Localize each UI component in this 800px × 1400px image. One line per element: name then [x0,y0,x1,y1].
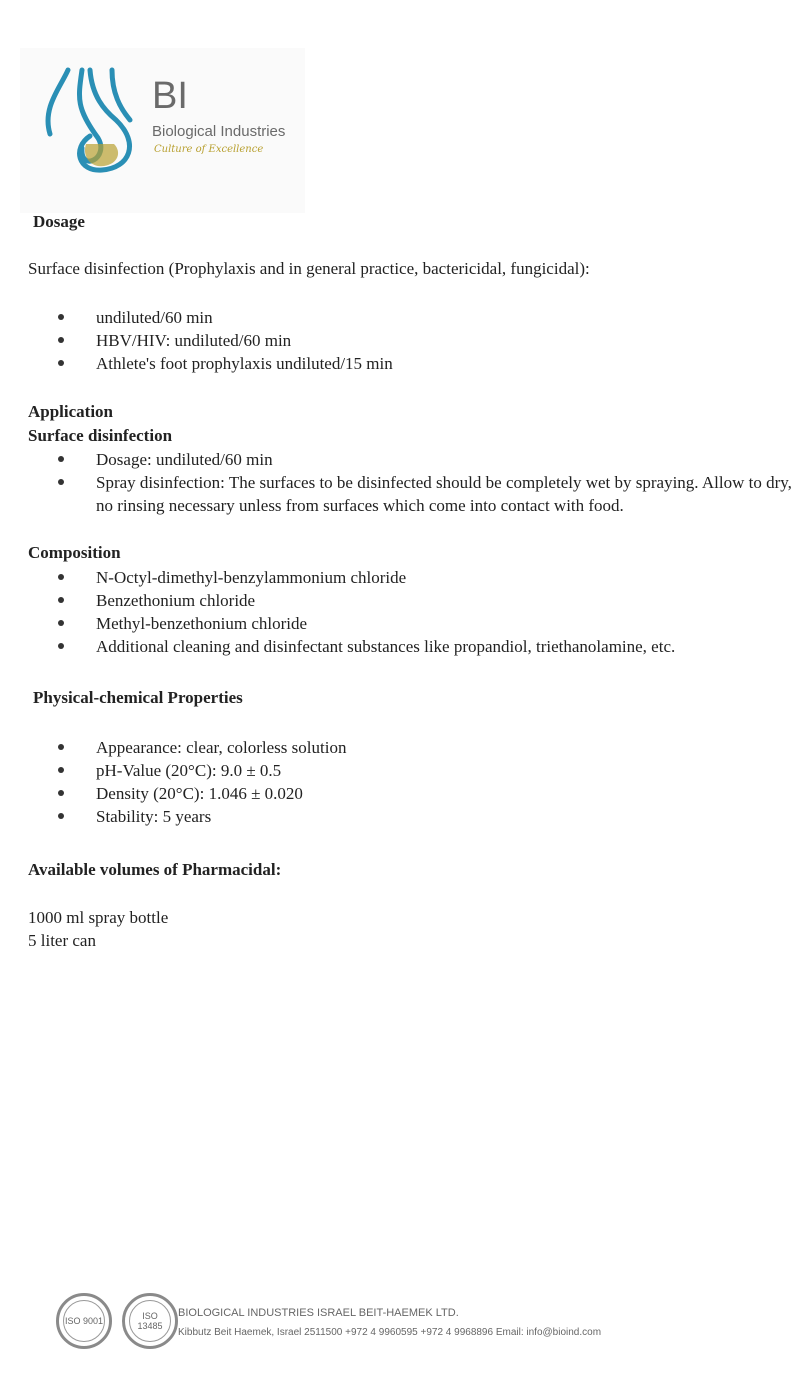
bullet-icon [58,643,64,649]
volume-line: 1000 ml spray bottle [28,908,169,927]
bullet-icon [58,574,64,580]
application-subtitle: Surface disinfection [28,426,173,445]
dosage-list [58,306,393,375]
logo-tagline-text: Culture of Excellence [154,144,264,155]
list-item: Spray disinfection: The surfaces to be disinfected should be completely wet by spraying. Allow to dry, no rinsing necessary unless from surfaces which come into contact with food. [58,471,796,517]
bullet-icon [58,314,64,320]
list-item: HBV/HIV: undiluted/60 min [58,329,393,352]
bullet-icon [58,620,64,626]
company-logo [20,48,305,213]
bullet-icon [58,456,64,462]
volumes-title: Available volumes of Pharmacidal: [28,860,282,879]
list-item: Athlete's foot prophylaxis undiluted/15 min [58,352,393,375]
dosage-title: Dosage [33,212,85,231]
page-footer [48,1285,800,1365]
dosage-intro: Surface disinfection (Prophylaxis and in general practice, bactericidal, fungicidal): [28,259,590,278]
composition-list [58,566,675,658]
bullet-icon [58,790,64,796]
list-item: Appearance: clear, colorless solution [58,736,346,759]
list-item: Additional cleaning and disinfectant substances like propandiol, triethanolamine, etc. [58,635,675,658]
bullet-icon [58,360,64,366]
iso-seal-icon [122,1293,178,1349]
list-item: Stability: 5 years [58,805,346,828]
bullet-icon [58,813,64,819]
composition-title: Composition [28,543,121,562]
bullet-icon [58,337,64,343]
logo-name-text: Biological Industries [152,123,286,140]
bullet-icon [58,597,64,603]
seal-label: ISO 9001 [63,1300,105,1342]
seal-label: ISO 13485 [129,1300,171,1342]
logo-mark-text: BI [152,75,188,117]
application-list [58,448,796,517]
footer-address: Kibbutz Beit Haemek, Israel 2511500 +972 4 9960595 +972 4 9968896 Email: info@bioind.com [178,1327,602,1338]
bullet-icon [58,479,64,485]
bullet-icon [58,744,64,750]
list-item: Density (20°C): 1.046 ± 0.020 [58,782,346,805]
list-item: pH-Value (20°C): 9.0 ± 0.5 [58,759,346,782]
application-title: Application [28,402,114,421]
bullet-icon [58,767,64,773]
flask-logo-icon [20,48,305,213]
physical-title: Physical-chemical Properties [33,688,243,707]
list-item: N-Octyl-dimethyl-benzylammonium chloride [58,566,675,589]
list-item: Methyl-benzethonium chloride [58,612,675,635]
physical-list [58,736,346,828]
list-item: Dosage: undiluted/60 min [58,448,796,471]
list-item: Benzethonium chloride [58,589,675,612]
footer-company: BIOLOGICAL INDUSTRIES ISRAEL BEIT-HAEMEK LTD. [178,1307,459,1319]
volume-line: 5 liter can [28,931,96,950]
iso-seal-icon [56,1293,112,1349]
list-item: undiluted/60 min [58,306,393,329]
